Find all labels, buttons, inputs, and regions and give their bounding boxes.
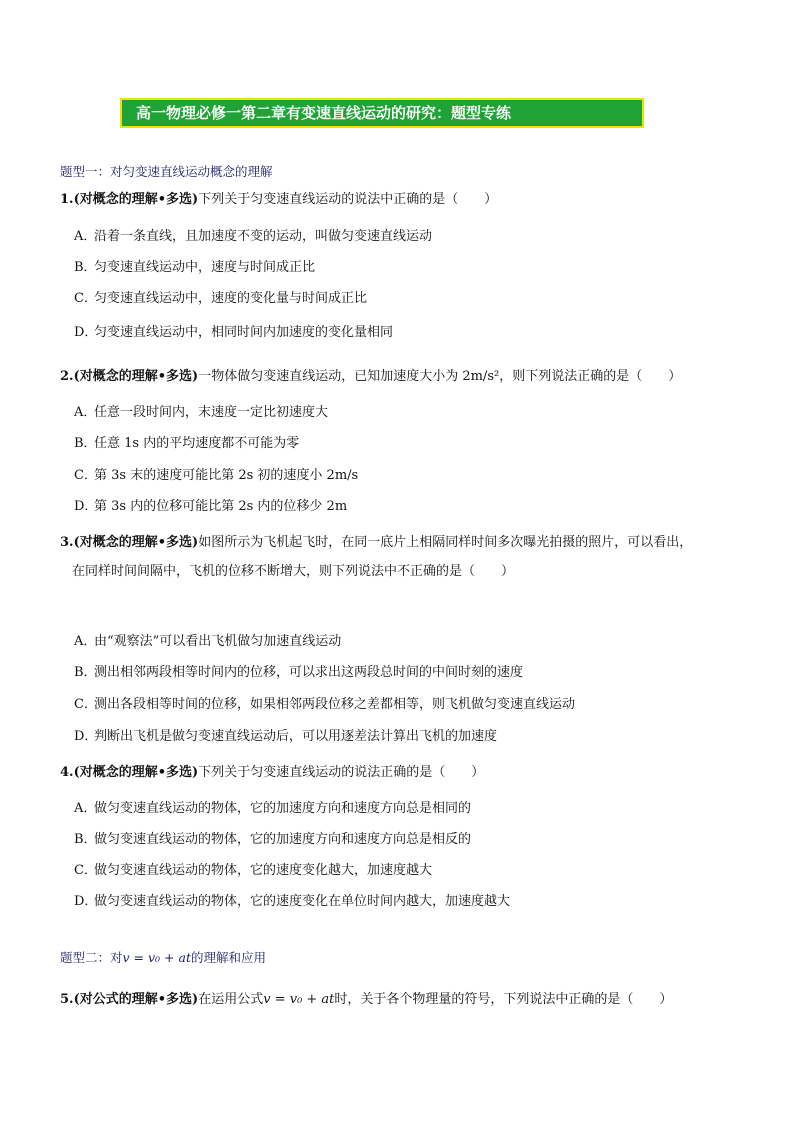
question-number: 1. bbox=[60, 192, 74, 207]
formula: v = v₀ + at bbox=[122, 950, 191, 965]
question-4 bbox=[60, 763, 750, 783]
question-tag: (对概念的理解•多选) bbox=[73, 765, 199, 780]
question-1-option-c: C．匀变速直线运动中，速度的变化量与时间成正比 bbox=[74, 291, 368, 306]
question-2-option-d: D．第 3s 内的位移可能比第 2s 内的位移少 2m bbox=[74, 499, 348, 514]
question-4-option-c: C．做匀变速直线运动的物体，它的速度变化越大，加速度越大 bbox=[74, 863, 433, 878]
question-number: 3. bbox=[60, 535, 74, 550]
question-tag: (对概念的理解•多选) bbox=[73, 369, 199, 384]
question-4-option-a: A．做匀变速直线运动的物体，它的加速度方向和速度方向总是相同的 bbox=[74, 801, 472, 816]
question-1-option-d: D．匀变速直线运动中，相同时间内加速度的变化量相同 bbox=[74, 325, 394, 340]
question-2-option-b: B．任意 1s 内的平均速度都不可能为零 bbox=[74, 436, 300, 451]
question-text: 如图所示为飞机起飞时，在同一底片上相隔同样时间多次曝光拍摄的照片，可以看出， bbox=[198, 535, 693, 550]
question-tag: (对概念的理解•多选) bbox=[73, 535, 199, 550]
question-text: 下列关于匀变速直线运动的说法正确的是（ ） bbox=[198, 765, 485, 780]
question-tag: (对公式的理解•多选) bbox=[73, 992, 199, 1007]
question-3-option-a: A．由“观察法”可以看出飞机做匀加速直线运动 bbox=[74, 634, 342, 649]
question-2 bbox=[60, 367, 750, 387]
page-title-banner bbox=[120, 98, 644, 128]
formula: v = v₀ + at bbox=[263, 992, 335, 1007]
question-number: 5. bbox=[60, 992, 74, 1007]
section-heading-1: 题型一：对匀变速直线运动概念的理解 bbox=[60, 164, 273, 179]
question-3-option-d: D．判断出飞机是做匀变速直线运动后，可以用逐差法计算出飞机的加速度 bbox=[74, 729, 498, 744]
question-5 bbox=[60, 990, 750, 1010]
page-title: 高一物理必修一第二章有变速直线运动的研究：题型专练 bbox=[136, 104, 512, 122]
question-1-option-b: B．匀变速直线运动中，速度与时间成正比 bbox=[74, 260, 316, 275]
question-1 bbox=[60, 190, 750, 210]
question-2-option-a: A．任意一段时间内，末速度一定比初速度大 bbox=[74, 405, 329, 420]
question-1-option-a: A．沿着一条直线，且加速度不变的运动，叫做匀变速直线运动 bbox=[74, 229, 433, 244]
question-3-option-b: B．测出相邻两段相等时间内的位移，可以求出这两段总时间的中间时刻的速度 bbox=[74, 665, 524, 680]
question-text: 一物体做匀变速直线运动，已知加速度大小为 2m/s²，则下列说法正确的是（ ） bbox=[198, 369, 682, 384]
question-tag: (对概念的理解•多选) bbox=[73, 192, 199, 207]
question-number: 2. bbox=[60, 369, 74, 384]
question-text: 下列关于匀变速直线运动的说法中正确的是（ ） bbox=[198, 192, 498, 207]
question-2-option-c: C．第 3s 末的速度可能比第 2s 初的速度小 2m/s bbox=[74, 468, 359, 483]
question-3 bbox=[60, 533, 750, 582]
question-text-continued: 在同样时间间隔中，飞机的位移不断增大，则下列说法中不正确的是（ ） bbox=[72, 564, 515, 579]
section-heading-2: 题型二：对v = v₀ + at的理解和应用 bbox=[60, 950, 266, 965]
question-4-option-b: B．做匀变速直线运动的物体，它的加速度方向和速度方向总是相反的 bbox=[74, 832, 472, 847]
question-number: 4. bbox=[60, 765, 74, 780]
question-3-option-c: C．测出各段相等时间的位移，如果相邻两段位移之差都相等，则飞机做匀变速直线运动 bbox=[74, 697, 576, 712]
question-text: 在运用公式 bbox=[198, 992, 264, 1007]
question-4-option-d: D．做匀变速直线运动的物体，它的速度变化在单位时间内越大，加速度越大 bbox=[74, 894, 511, 909]
question-text-after: 时，关于各个物理量的符号，下列说法中正确的是（ ） bbox=[334, 992, 673, 1007]
